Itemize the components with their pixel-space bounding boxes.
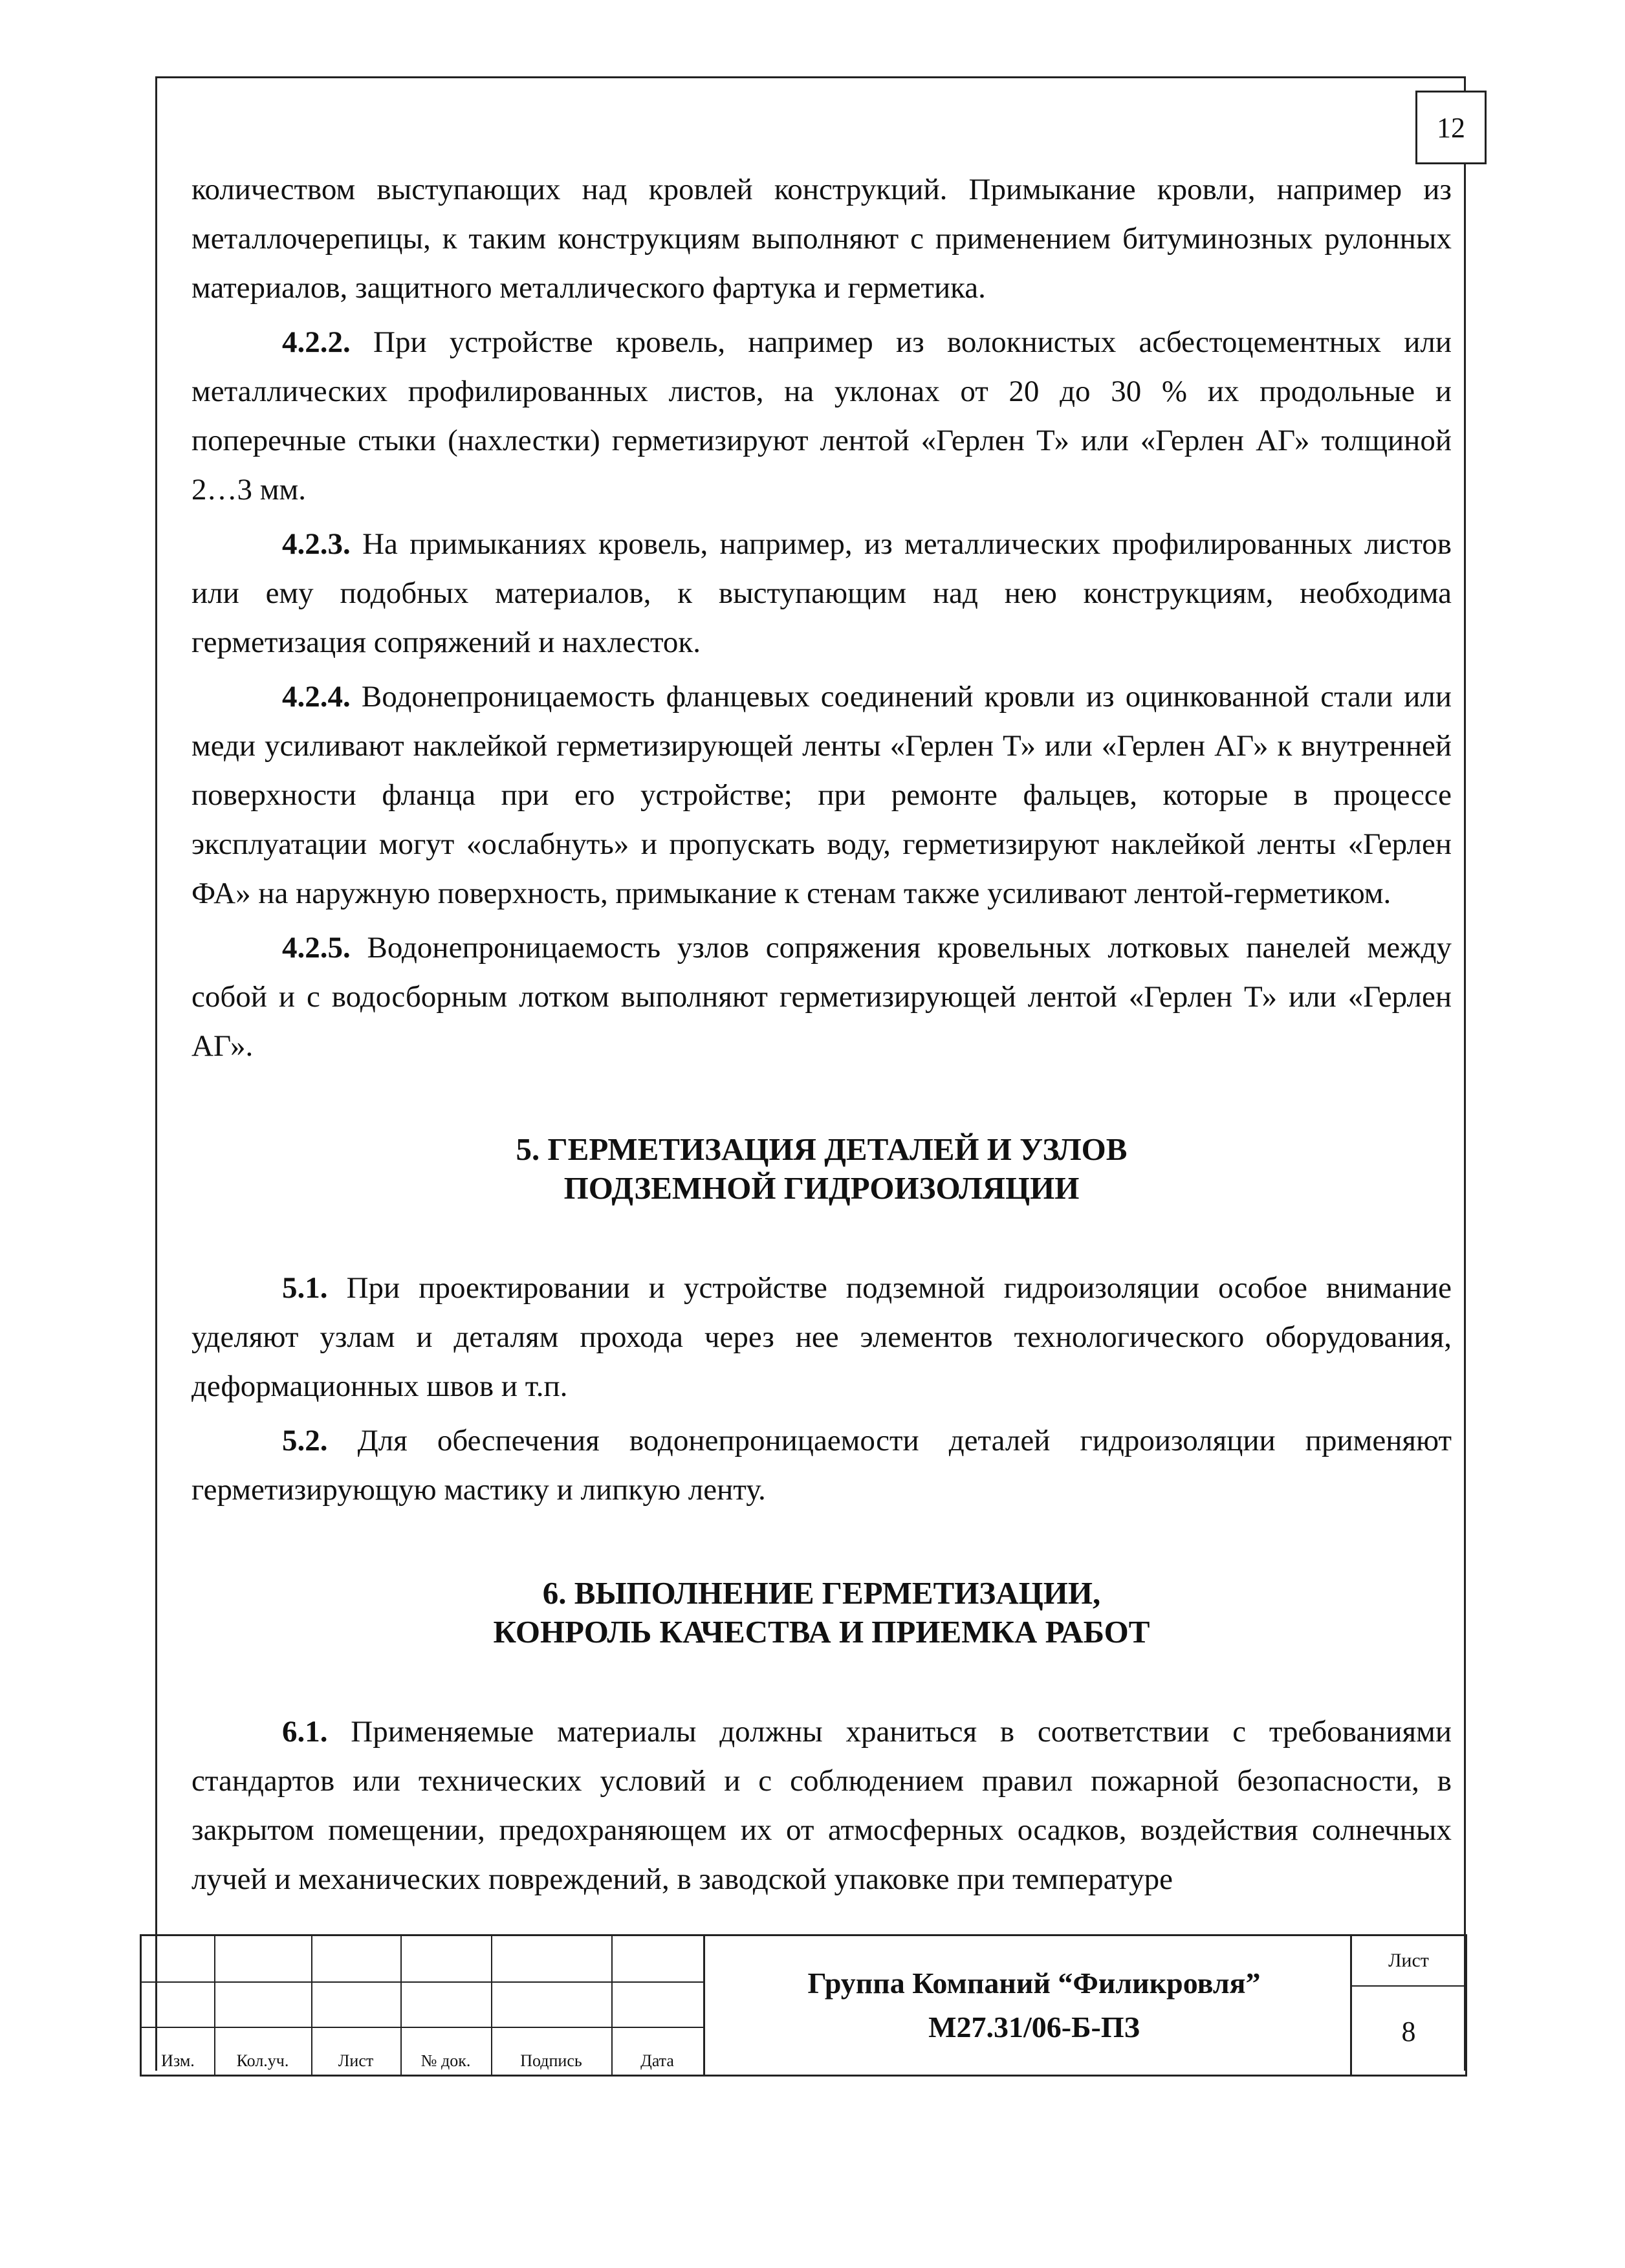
grid-line xyxy=(142,1981,703,1983)
paragraph-continuation: количеством выступающих над кровлей конструкций. Примыкание кровли, например из металлочерепицы, к таким конструкциям выполняют с применением битуминозных рулонных материалов, защитного металлического фартука и герметика. xyxy=(191,173,1452,305)
paragraph-5-1: 5.1. При проектировании и устройстве подземной гидроизоляции особое внимание уделяют узлам и деталям прохода через нее элементов технологического оборудования, деформационных швов и т.п. xyxy=(191,1271,1452,1403)
col-signature: Подпись xyxy=(520,2051,582,2070)
col-date: Дата xyxy=(640,2051,674,2070)
col-izm: Изм. xyxy=(161,2051,195,2070)
col-kol-uch: Кол.уч. xyxy=(236,2051,289,2070)
paragraph-4-2-5: 4.2.5. Водонепроницаемость узлов сопряжения кровельных лотковых панелей между собой и с водосборным лотком выполняют герметизирующей лентой «Герлен Т» или «Герлен АГ». xyxy=(191,931,1452,1063)
paragraph-5-2: 5.2. Для обеспечения водонепроницаемости деталей гидроизоляции применяют герметизирующую мастику и липкую ленту. xyxy=(191,1424,1452,1507)
page-number-top: 12 xyxy=(1415,91,1487,164)
paragraph-4-2-3: 4.2.3. На примыканиях кровель, например, из металлических профилированных листов или ему подобных материалов, к выступающим над нею конструкциям, необходима герметизация сопряжений и нахлесток. xyxy=(191,527,1452,659)
document-code: М27.31/06-Б-ПЗ xyxy=(928,2011,1140,2044)
title-block xyxy=(140,1934,1467,2077)
paragraph-4-2-4: 4.2.4. Водонепроницаемость фланцевых соединений кровли из оцинкованной стали или меди усиливают наклейкой герметизирующей ленты «Герлен Т» или «Герлен АГ» к внутренней поверхности фланца при его устройстве; при ремонте фальцев, которые в процессе эксплуатации могут «ослабнуть» и пропускать воду, герметизируют наклейкой ленты «Герлен ФА» на наружную поверхность, примыкание к стенам также усиливают лентой-герметиком. xyxy=(191,680,1452,910)
sheet-label: Лист xyxy=(1352,1936,1465,1987)
document-body xyxy=(191,165,1452,1909)
company-name: Группа Компаний “Филикровля” xyxy=(807,1967,1261,2000)
sheet-cell xyxy=(1350,1936,1465,2075)
col-list: Лист xyxy=(338,2051,374,2070)
grid-line xyxy=(142,2027,703,2028)
title-block-center xyxy=(703,1936,1363,2075)
section-6-heading: 6. ВЫПОЛНЕНИЕ ГЕРМЕТИЗАЦИИ, КОНРОЛЬ КАЧЕСТВА И ПРИЕМКА РАБОТ xyxy=(493,1575,1150,1650)
section-5-heading: 5. ГЕРМЕТИЗАЦИЯ ДЕТАЛЕЙ И УЗЛОВ ПОДЗЕМНОЙ ГИДРОИЗОЛЯЦИИ xyxy=(516,1131,1128,1206)
revision-grid xyxy=(142,1936,703,2075)
sheet-number: 8 xyxy=(1401,2015,1416,2047)
paragraph-6-1: 6.1. Применяемые материалы должны храниться в соответствии с требованиями стандартов или технических условий и с соблюдением правил пожарной безопасности, в закрытом помещении, предохраняющем их от атмосферных осадков, воздействия солнечных лучей и механических повреждений, в заводской упаковке при температуре xyxy=(191,1715,1452,1896)
col-doc-no: № док. xyxy=(420,2051,471,2070)
paragraph-4-2-2: 4.2.2. При устройстве кровель, например из волокнистых асбестоцементных или металлических профилированных листов, на уклонах от 20 до 30 % их продольные и поперечные стыки (нахлестки) герметизируют лентой «Герлен Т» или «Герлен АГ» толщиной 2…3 мм. xyxy=(191,325,1452,507)
